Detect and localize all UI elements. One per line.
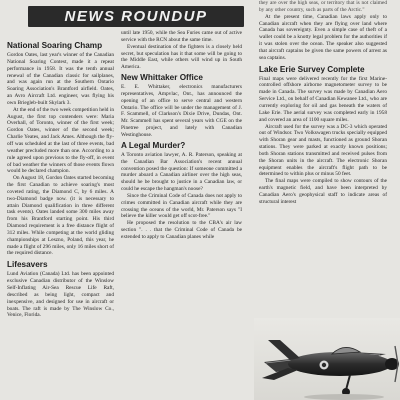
paragraph: Aircraft used for the survey was a DC-3 which operated out of Windsor. Two Volkswagen trucks specially equipped with Shoran gear and masts, functioned as ground Shoran stations. They were parked at exactly known positions; both Shoran stations transmitted and received pulses from the Shoran units in the aircraft. The electronic Shoran equipment enables the aircraft's flight path to be determined to within plus or minus 50 feet. bbox=[259, 123, 387, 178]
paragraph: On August 18, Gordon Oates started becoming the first Canadian to achieve soaring's most coveted rating, the Diamond C, by 6 miles. A two-Diamond badge now. (it is necessary to attain Diamond qualification in three different task events). Oates landed some 300 miles away from his Brantford starting point. His third Diamond requirement is a free distance flight of 312 miles. While competing at the world gliding championships at Leszno, Poland, this year, he made a flight of 296 miles, only 16 miles short of the required distance. bbox=[7, 175, 114, 257]
aircraft-photo bbox=[254, 318, 400, 400]
paragraph: Final maps were delivered recently for the first Marine-controlled offshore airborne magnetometer survey to be made in Canada. The survey was made by Canadian Aero Service Ltd., on behalf of Canadian Kewanee Ltd., who are currently exploring for oil and gas beneath the waters of Lake Erie. The aerial survey was completed early in 1958 and covered an area of 1100 square miles. bbox=[259, 75, 387, 123]
news-roundup-banner bbox=[28, 6, 244, 27]
banner-title: NEWS ROUNDUP bbox=[64, 8, 208, 25]
paragraph: they are over the high seas, or territory that is not claimed by any other country, such as parts of the Arctic." bbox=[259, 0, 387, 13]
heading-lifesavers: Lifesavers bbox=[7, 260, 48, 270]
heading-national-soaring-champ: National Soaring Champ bbox=[7, 41, 103, 50]
paragraph: Since the Criminal Code of Canada does not apply to crimes committed in Canadian aircraft while they are crossing the oceans of the world, Mr. Paterson says "I believe the killer would get off scot-free." bbox=[121, 192, 242, 220]
column-2 bbox=[121, 30, 242, 241]
column-3 bbox=[259, 0, 387, 206]
paragraph: At the present time, Canadian laws apply only to Canadian aircraft when they are flying over land where Canada has sovereignty. Even a simple case of theft of a wallet could be a knotty legal problem for the authorities if it was stolen over the ocean. The speaker also suggested that aircraft captains be given the same powers of arrest as sea captains. bbox=[259, 13, 387, 61]
heading-lake-erie-survey: Lake Erie Survey Complete bbox=[259, 64, 365, 74]
heading-new-whittaker-office: New Whittaker Office bbox=[121, 73, 203, 83]
paragraph: Eventual destination of the fighters is a closely held secret, but speculation has it that some will be going to the Middle East, while others will wind up in South America. bbox=[121, 43, 242, 71]
paragraph: He proposed the resolution to the CBA's air law section ". . . that the Criminal Code of Canada be extended to apply to Canadian planes while bbox=[121, 220, 242, 240]
paragraph: A Toronto aviation lawyer, A. R. Paterson, speaking at the Canadian Bar Association's recent annual convention posed the question: If someone committed a murder aboard a Canadian airliner over the high seas, should he be brought to justice in a Canadian law, or could he escape the hangman's noose? bbox=[121, 151, 242, 193]
paragraph: The final maps were compiled to show contours of the earth's magnetic field, and have been interpreted by Canadian Aero's geophysical staff to indicate areas of structural interest bbox=[259, 178, 387, 205]
paragraph: At the end of the two week competition held in August, the first top contenders were: Maria Overhall, of Toronto, winner of the first week; Gordon Oates, winner of the second week; Charlie Yeates, and Jack Ames. Although the fly-off was scheduled at the last of three events, bad weather precluded more than one. According to a rule agreed upon previous to the fly-off, in event of bad weather the winners of those events flown would be declared champion. bbox=[7, 106, 114, 175]
paragraph: E. E. Whittaker, electronics manufacturers representatives, Ampvlac, Ont., has announced the opening of an office to serve central and western Ontario. The office will be under the management of J. F. Scammell, of Clarkson's Dixie Drive, Dundas, Ont. Mr. Scammell has spent several years with CGE on the Pinetree project, and lately with Canadian Westinghouse. bbox=[121, 84, 242, 138]
aircraft-photo-icon bbox=[254, 318, 400, 400]
heading-legal-murder: A Legal Murder? bbox=[121, 140, 186, 150]
paragraph: Gordon Oates, last year's winner of the Canadian National Soaring Contest, made it a repeat performance in 1958. It was the tenth annual renewal of the Canadian classic for sailplanes, and was again run at the Southern Ontario Soaring Association's Brantford airfield. Oates, an Avro Aircraft Ltd. engineer, was flying his own Briegleb-built Skylark 3. bbox=[7, 52, 114, 106]
paragraph: Lund Aviation (Canada) Ltd. has been appointed exclusive Canadian distributor of the Winslow Self-Inflating Air-Sea Rescue Life Raft, described as being light, compact and inexpensive, and designed for use in aircraft or boats. The raft is made by The Winslow Co., Venice, Florida. bbox=[7, 271, 114, 319]
column-1 bbox=[7, 30, 114, 319]
paragraph: until late 1950, while the Sea Furies came out of active service with the RCN about the same time. bbox=[121, 30, 242, 43]
